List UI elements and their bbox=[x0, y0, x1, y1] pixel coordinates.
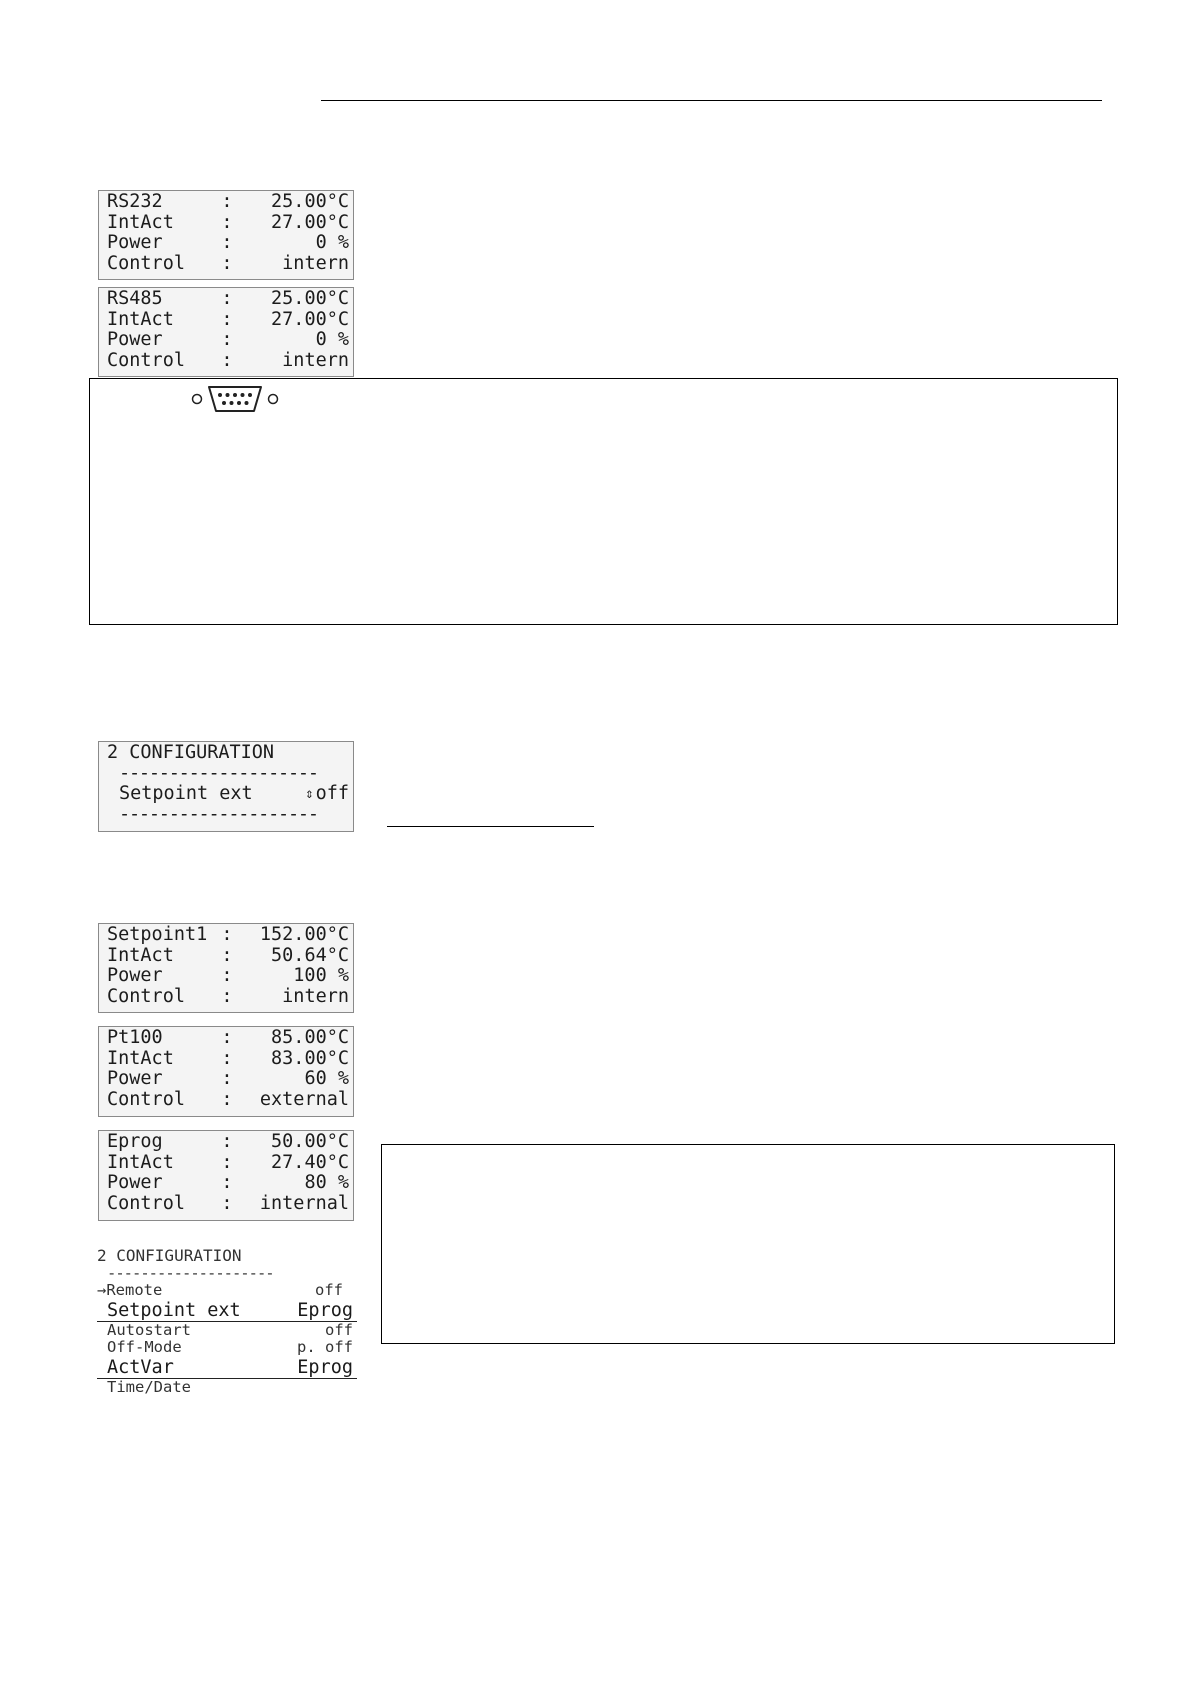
menu-item-setpoint-ext[interactable] bbox=[97, 1300, 357, 1322]
menu-item-label: Autostart bbox=[107, 1320, 191, 1339]
lcd-row-value: 50.64°C bbox=[271, 944, 349, 966]
lcd-row-value: 152.00°C bbox=[259, 924, 349, 945]
lcd-row-name: IntAct bbox=[107, 944, 174, 966]
lcd-row-value: external bbox=[259, 1088, 349, 1110]
lcd-row-name: RS485 bbox=[107, 288, 163, 309]
lcd-row-name: Setpoint1 bbox=[107, 924, 208, 945]
lcd-row-name: Control bbox=[107, 252, 185, 274]
lcd-row: Control : intern bbox=[107, 349, 349, 371]
lcd-row: IntAct : 27.00°C bbox=[107, 308, 349, 330]
header-rule bbox=[321, 100, 1102, 101]
setting-value: off bbox=[315, 783, 349, 804]
menu-item-value: off bbox=[315, 1281, 343, 1299]
lcd-row-value: 0 % bbox=[315, 329, 349, 350]
lcd-row-name: Power bbox=[107, 1068, 163, 1089]
menu-item-label: ActVar bbox=[107, 1356, 174, 1378]
lcd-display-setpoint1 bbox=[98, 923, 354, 1013]
lcd-row-value: internal bbox=[259, 1192, 349, 1214]
lcd-row: IntAct : 27.40°C bbox=[107, 1151, 349, 1173]
note-box bbox=[381, 1144, 1115, 1344]
lcd-row-name: Power bbox=[107, 1172, 163, 1193]
up-down-arrow-icon: ⇕ bbox=[305, 786, 314, 802]
lcd-row: IntAct : 50.64°C bbox=[107, 944, 349, 966]
lcd-row-value: 83.00°C bbox=[271, 1047, 349, 1069]
lcd-row-name: Control bbox=[107, 349, 185, 371]
lcd-row-value: 27.00°C bbox=[271, 211, 349, 233]
lcd-row: Power : 60 % bbox=[107, 1068, 349, 1089]
menu-item-value bbox=[267, 1379, 353, 1397]
menu-item-value: Eprog bbox=[297, 1299, 353, 1321]
lcd-row: Power : 0 % bbox=[107, 329, 349, 350]
menu-item-label: Time/Date bbox=[107, 1377, 191, 1396]
lcd-row-value: 100 % bbox=[293, 965, 349, 986]
lcd-row: IntAct : 27.00°C bbox=[107, 211, 349, 233]
lcd-row-name: IntAct bbox=[107, 211, 174, 233]
config-title: 2 CONFIGURATION bbox=[107, 742, 275, 763]
lcd-row-value: 60 % bbox=[304, 1068, 349, 1089]
lcd-row-value: 80 % bbox=[304, 1172, 349, 1193]
config-menu bbox=[97, 1246, 357, 1396]
lcd-row-value: intern bbox=[282, 252, 349, 274]
lcd-row: RS232 : 25.00°C bbox=[107, 191, 349, 212]
menu-item-off-mode[interactable] bbox=[97, 1339, 357, 1357]
lcd-row: Setpoint1 : 152.00°C bbox=[107, 924, 349, 945]
menu-item-value: p. off bbox=[297, 1338, 353, 1356]
lcd-row-name: Power bbox=[107, 232, 163, 253]
lcd-row-value: 85.00°C bbox=[271, 1027, 349, 1048]
lcd-row: Control : intern bbox=[107, 985, 349, 1007]
lcd-row-name: Control bbox=[107, 985, 185, 1007]
lcd-row-value: 25.00°C bbox=[271, 288, 349, 309]
lcd-row: Control : intern bbox=[107, 252, 349, 274]
lcd-row: Control : external bbox=[107, 1088, 349, 1110]
lcd-row-value: 25.00°C bbox=[271, 191, 349, 212]
text-underline bbox=[387, 826, 594, 827]
lcd-row: Power : 80 % bbox=[107, 1172, 349, 1193]
config-separator: -------------------- bbox=[119, 762, 318, 784]
lcd-row: Power : 0 % bbox=[107, 232, 349, 253]
lcd-row-name: IntAct bbox=[107, 308, 174, 330]
config-menu-title: 2 CONFIGURATION bbox=[97, 1246, 242, 1265]
lcd-row-name: Power bbox=[107, 965, 163, 986]
lcd-row-name: RS232 bbox=[107, 191, 163, 212]
menu-item-remote[interactable] bbox=[97, 1282, 357, 1300]
lcd-config-display bbox=[98, 741, 354, 832]
lcd-display-rs485 bbox=[98, 287, 354, 377]
setting-label: Setpoint ext bbox=[119, 783, 253, 804]
lcd-display-eprog bbox=[98, 1130, 354, 1221]
menu-cursor-arrow-icon: → bbox=[97, 1281, 107, 1299]
lcd-row-name: IntAct bbox=[107, 1047, 174, 1069]
lcd-row-name: IntAct bbox=[107, 1151, 174, 1173]
lcd-display-pt100 bbox=[98, 1026, 354, 1117]
lcd-row-name: Power bbox=[107, 329, 163, 350]
lcd-row-name: Eprog bbox=[107, 1131, 163, 1152]
menu-item-actvar[interactable] bbox=[97, 1357, 357, 1379]
menu-item-label: Off-Mode bbox=[107, 1338, 182, 1356]
serial-port-icon bbox=[190, 383, 280, 419]
menu-item-value: off bbox=[325, 1320, 353, 1339]
lcd-row: Pt100 : 85.00°C bbox=[107, 1027, 349, 1048]
menu-item-label: Remote bbox=[106, 1281, 163, 1299]
lcd-row-name: Control bbox=[107, 1192, 185, 1214]
config-menu-separator: -------------------- bbox=[107, 1264, 274, 1282]
config-separator: -------------------- bbox=[119, 803, 318, 825]
lcd-row: IntAct : 83.00°C bbox=[107, 1047, 349, 1069]
menu-item-value: Eprog bbox=[297, 1356, 353, 1378]
lcd-row-name: Control bbox=[107, 1088, 185, 1110]
lcd-display-rs232 bbox=[98, 190, 354, 280]
lcd-row-value: intern bbox=[282, 349, 349, 371]
menu-item-time-date[interactable] bbox=[97, 1379, 357, 1397]
lcd-row: Control : internal bbox=[107, 1192, 349, 1214]
lcd-row-name: Pt100 bbox=[107, 1027, 163, 1048]
lcd-row: RS485 : 25.00°C bbox=[107, 288, 349, 309]
lcd-row: Eprog : 50.00°C bbox=[107, 1131, 349, 1152]
lcd-row-value: 27.00°C bbox=[271, 308, 349, 330]
lcd-row: Power : 100 % bbox=[107, 965, 349, 986]
lcd-row-value: 0 % bbox=[315, 232, 349, 253]
lcd-row-value: 27.40°C bbox=[271, 1151, 349, 1173]
menu-item-label: Setpoint ext bbox=[107, 1299, 241, 1321]
menu-item-autostart[interactable] bbox=[97, 1322, 357, 1340]
config-setting-row bbox=[107, 784, 349, 805]
lcd-row-value: intern bbox=[282, 985, 349, 1007]
lcd-row-value: 50.00°C bbox=[271, 1131, 349, 1152]
